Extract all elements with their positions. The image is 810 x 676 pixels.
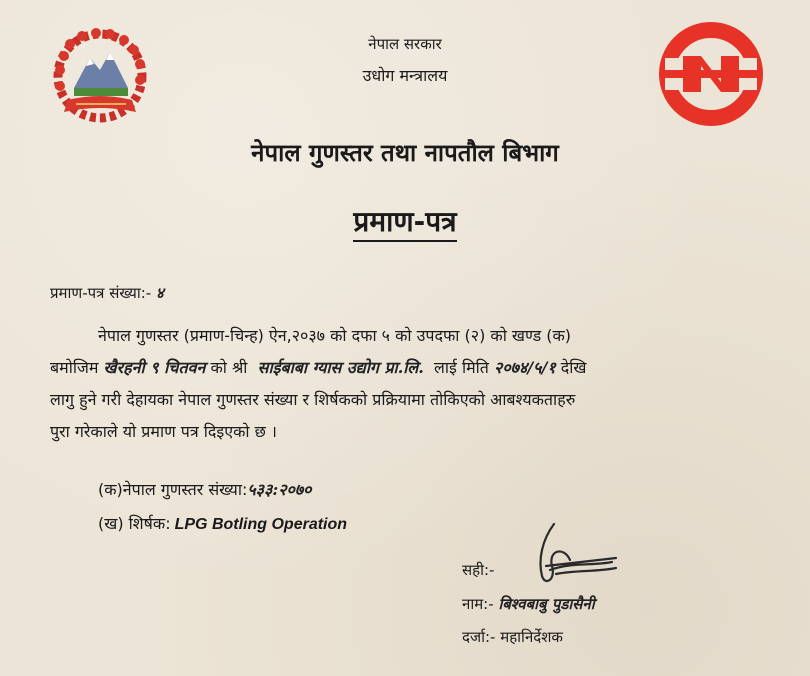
body-line-2-part-c: लाई मिति — [434, 358, 489, 377]
signatory-rank-label: दर्जा:- — [462, 628, 496, 646]
ministry-heading: उधोग मन्त्रालय — [362, 66, 448, 85]
standard-number-value: ५३३:२०७० — [247, 480, 312, 499]
body-line-3: लागु हुने गरी देहायका नेपाल गुणस्तर संख्या र शिर्षकको प्रक्रियामा तोकिएको आबश्यकताहरु — [50, 390, 576, 409]
certificate-number-value: ४ — [155, 284, 164, 302]
standard-number-row — [98, 478, 312, 500]
signatory-name-label: नाम:- — [462, 595, 494, 613]
signatory-name-value: बिश्वबाबु पुडासैनी — [498, 595, 595, 613]
government-heading: नेपाल सरकार — [368, 35, 442, 53]
handwritten-signature — [512, 520, 622, 590]
holder-location: खैरहनी ९ चितवन — [103, 358, 206, 377]
subject-value: LPG Botling Operation — [174, 516, 348, 533]
certificate-number — [50, 283, 164, 303]
issue-date: २०७४/५/१ — [494, 358, 556, 377]
body-line-2-part-b: को श्री — [210, 358, 248, 377]
body-line-4: पुरा गरेकाले यो प्रमाण पत्र दिइएको छ । — [50, 422, 277, 441]
body-line-2-part-a: बमोजिम — [50, 358, 99, 377]
body-line-2 — [50, 352, 768, 384]
signatory-rank-row — [462, 627, 563, 647]
subject-row — [98, 512, 347, 534]
standard-number-label: (क)नेपाल गुणस्तर संख्या: — [98, 480, 248, 499]
signature-label: सही:- — [462, 561, 495, 579]
certificate-title-text: प्रमाण-पत्र — [353, 205, 456, 242]
certificate-title — [0, 202, 810, 240]
subject-label: (ख) शिर्षक: — [98, 514, 171, 533]
body-line-1: नेपाल गुणस्तर (प्रमाण-चिन्ह) ऐन,२०३७ को दफा ५ को उपदफा (२) को खण्ड (क) — [98, 326, 572, 345]
certificate-number-label: प्रमाण-पत्र संख्या:- — [50, 284, 152, 302]
certificate-body — [50, 320, 768, 448]
department-heading: नेपाल गुणस्तर तथा नापतौल बिभाग — [251, 139, 559, 167]
body-line-2-part-d: देखि — [560, 358, 587, 377]
signatory-rank-value: महानिर्देशक — [500, 628, 563, 646]
signatory-name-row — [462, 594, 595, 614]
holder-company: साईबाबा ग्यास उद्योग प्रा.लि. — [257, 358, 424, 377]
